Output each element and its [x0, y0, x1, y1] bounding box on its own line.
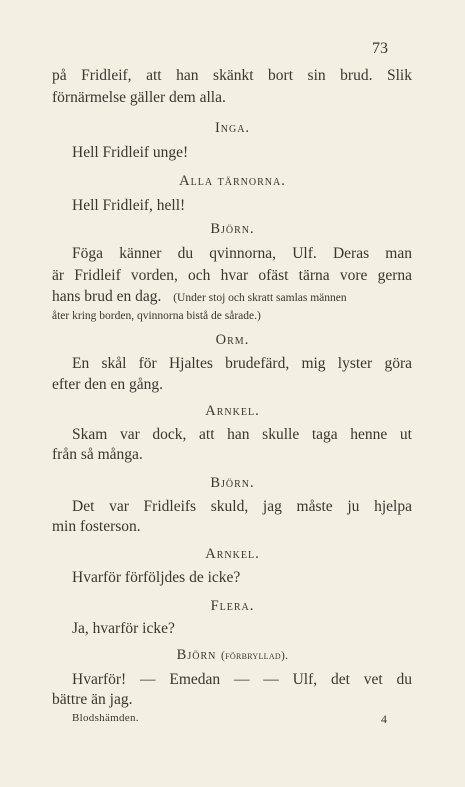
speaker-name: Orm.	[215, 332, 250, 348]
text-line: min fosterson.	[52, 518, 141, 535]
text-line: efter den en gång.	[52, 376, 164, 393]
speaker-name: Björn	[176, 647, 217, 663]
speaker-name: Björn.	[210, 475, 255, 491]
text-line: från så många.	[52, 446, 143, 463]
text-fragment: hans brud en dag.	[52, 288, 162, 305]
text-line	[52, 287, 412, 308]
text-line: Hell Fridleif unge!	[72, 144, 189, 161]
footer-title: Blodshämden.	[72, 712, 139, 724]
text-line: förnärmelse gäller dem alla.	[52, 89, 226, 106]
text-line: Ja, hvarför icke?	[72, 620, 175, 637]
text-line: Hell Fridleif, hell!	[72, 197, 186, 214]
stage-direction: åter kring borden, qvinnorna bistå de sårade.)	[52, 310, 261, 322]
speaker-name: Inga.	[214, 120, 251, 136]
stage-direction: (Under stoj och skratt samlas männen	[173, 292, 347, 304]
text-line: Hvarför förföljdes de icke?	[72, 569, 241, 586]
text-line: på Fridleif, att han skänkt bort sin brud. Slik	[52, 67, 412, 84]
signature-mark: 4	[381, 712, 387, 726]
speaker-name: Flera.	[210, 598, 255, 614]
text-line: Skam var dock, att han skulle taga henne ut	[72, 426, 412, 443]
text-line: En skål för Hjaltes brudefärd, mig lyster göra	[72, 355, 412, 372]
text-line: är Fridleif vorden, och hvar ofäst tärna vore gerna	[52, 267, 412, 284]
text-line: Hvarför! — Emedan — — Ulf, det vet du	[72, 671, 412, 688]
page-number: 73	[372, 40, 388, 57]
text-line: Föga känner du qvinnorna, Ulf. Deras man	[72, 245, 412, 262]
speaker-name: Alla tärnorna.	[179, 173, 286, 189]
stage-direction: (förbryllad).	[220, 650, 289, 662]
speaker-name: Björn.	[210, 221, 255, 237]
text-line: Det var Fridleifs skuld, jag måste ju hjelpa	[72, 498, 412, 515]
speaker-name: Arnkel.	[205, 546, 260, 562]
speaker-name: Arnkel.	[205, 403, 260, 419]
text-line: bättre än jag.	[52, 691, 133, 708]
speaker-line	[0, 645, 465, 666]
